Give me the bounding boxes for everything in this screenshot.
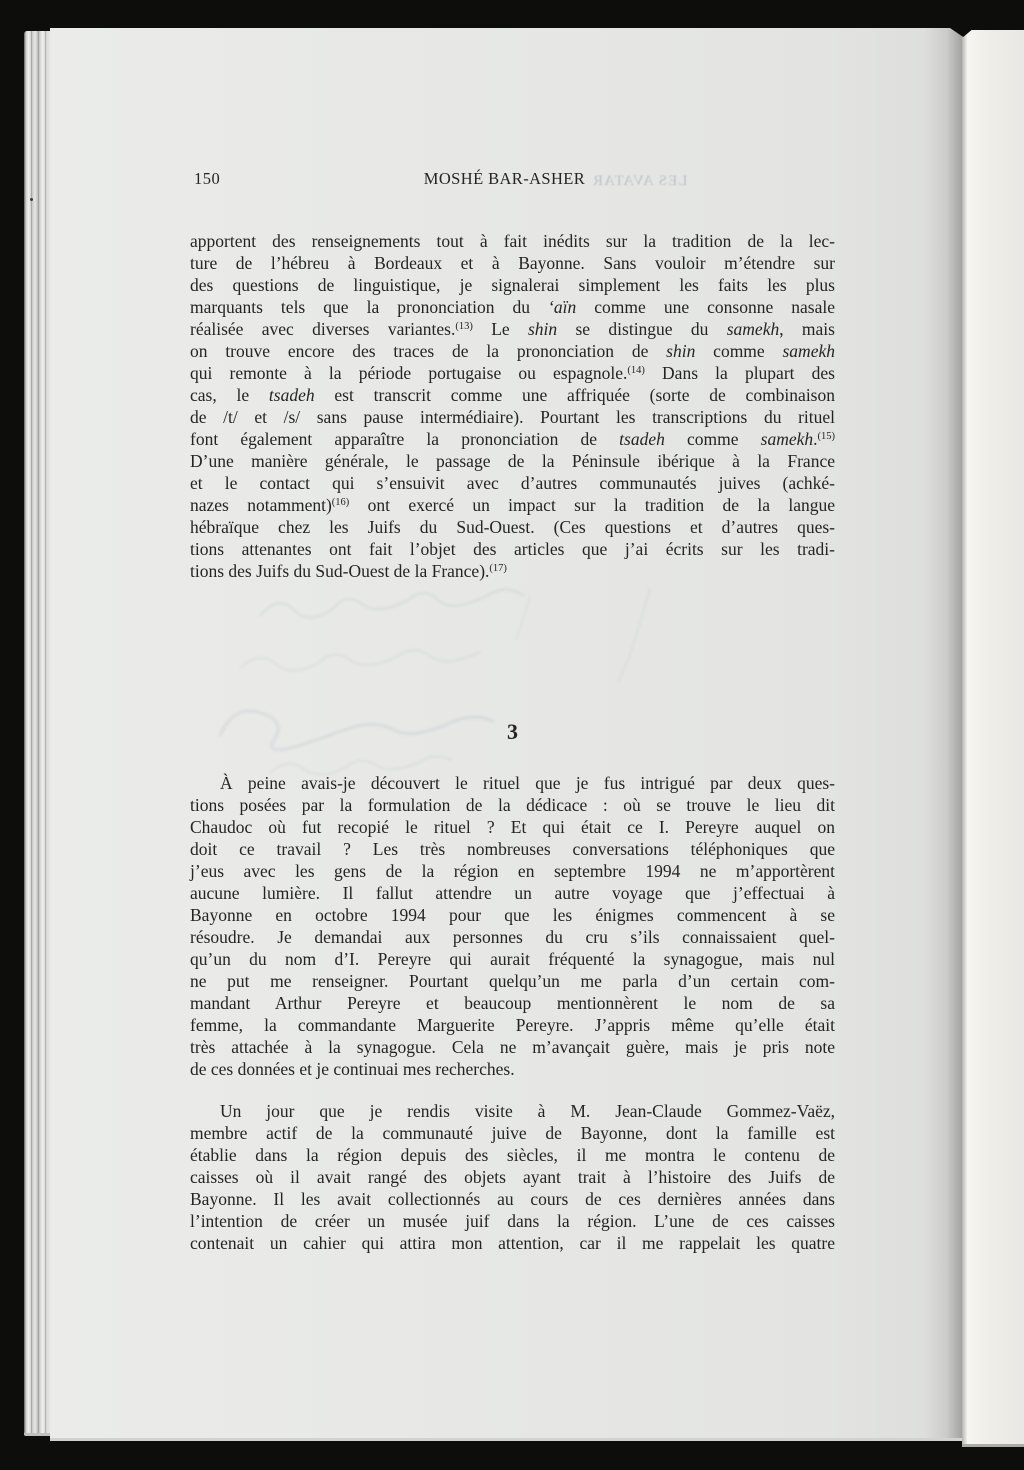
text-segment: samekh (760, 429, 814, 449)
text-segment: comme (664, 429, 761, 449)
text-line (190, 992, 835, 1014)
text-segment: ‘aïn (548, 297, 577, 317)
text-segment: Bayonne en octobre 1994 pour que les énigmes commencent à se (190, 905, 835, 925)
text-segment: qui remonte à la période portugaise ou espagnole. (190, 363, 628, 383)
text-line (190, 230, 835, 252)
text-line (190, 406, 835, 428)
dust-speck (30, 198, 33, 201)
text-line (190, 904, 835, 926)
text-segment: font également apparaître la prononciation de (190, 429, 620, 449)
text-segment: . (813, 429, 818, 449)
footnote-marker: (17) (489, 563, 507, 574)
text-segment: résoudre. Je demandai aux personnes du cru s’ils connaissaient quel- (190, 927, 835, 947)
text-segment: qu’un du nom d’I. Pereyre qui aurait fréquenté la synagogue, mais nul (190, 949, 835, 969)
text-line (190, 1232, 835, 1254)
text-segment: de /t/ et /s/ sans pause intermédiaire). Pourtant les transcriptions du rituel (190, 407, 835, 427)
text-line (190, 970, 835, 992)
footnote-marker: (14) (627, 365, 645, 376)
text-segment: et le contact qui s’ensuivit avec d’autres communautés juives (achké- (190, 473, 835, 493)
text-segment: comme (695, 341, 783, 361)
facing-page-sliver (962, 30, 1024, 1444)
text-segment: tsadeh (268, 385, 315, 405)
text-segment: est transcrit comme une affriquée (sorte de combinaison (314, 385, 835, 405)
text-segment: de ces données et je continuai mes recherches. (190, 1059, 515, 1079)
text-line (190, 1014, 835, 1036)
text-segment: établie dans la région depuis des siècles, il me montra le contenu de (190, 1145, 835, 1165)
text-line (190, 1188, 835, 1210)
text-segment: ne put me renseigner. Pourtant quelqu’un me parla d’un certain com- (190, 971, 835, 991)
footnote-marker: (15) (817, 431, 836, 442)
text-line (190, 1100, 835, 1122)
text-line (190, 816, 835, 838)
text-line (190, 948, 835, 970)
text-line (190, 450, 835, 472)
text-segment: shin (527, 319, 558, 339)
text-segment: Bayonne. Il les avait collectionnés au cours de ces dernières années dans (190, 1189, 835, 1209)
text-segment: des questions de linguistique, je signalerai simplement les faits les plus (190, 275, 835, 295)
text-segment: ture de l’hébreu à Bordeaux et à Bayonne. Sans vouloir m’étendre sur (190, 253, 835, 273)
text-segment: comme une consonne nasale (576, 297, 835, 317)
text-line (190, 274, 835, 296)
text-segment: hébraïque chez les Juifs du Sud-Ouest. (Ces questions et d’autres ques- (190, 517, 835, 537)
text-segment: contenait un cahier qui attira mon attention, car il me rappelait les quatre (190, 1233, 835, 1253)
text-line (190, 1144, 835, 1166)
text-segment: l’intention de créer un musée juif dans la région. L’une de ces caisses (190, 1211, 835, 1231)
text-segment: , mais (779, 319, 835, 339)
text-segment: Chaudoc où fut recopié le rituel ? Et qui était ce I. Pereyre auquel on (190, 817, 835, 837)
text-line (190, 362, 835, 384)
text-segment: shin (666, 341, 696, 361)
text-segment: mandant Arthur Pereyre et beaucoup mentionnèrent le nom de sa (190, 993, 835, 1013)
text-segment: réalisée avec diverses variantes. (190, 319, 456, 339)
text-line (190, 516, 835, 538)
text-line (190, 1210, 835, 1232)
text-line (190, 384, 835, 406)
text-segment: Un jour que je rendis visite à M. Jean-Claude Gommez-Vaëz, (220, 1101, 835, 1121)
text-line (190, 472, 835, 494)
ghost-running-head-showthrough: LES AVATAR (592, 173, 688, 189)
section-number-heading: 3 (507, 719, 518, 744)
text-line (190, 318, 835, 340)
text-segment: femme, la commandante Marguerite Pereyre. J’appris même qu’elle était (190, 1015, 835, 1035)
text-line (190, 252, 835, 274)
text-segment: samekh (782, 341, 835, 361)
gutter-shadow (924, 28, 962, 1438)
text-segment: on trouve encore des traces de la prononciation de (190, 341, 667, 361)
text-column (190, 168, 835, 1254)
left-page (50, 28, 962, 1438)
text-line (190, 1166, 835, 1188)
text-segment: tsadeh (619, 429, 665, 449)
text-segment: samekh (726, 319, 780, 339)
text-segment: Le (472, 319, 528, 339)
text-segment: Dans la plupart des (644, 363, 835, 383)
text-segment: tions attenantes ont fait l’objet des articles que j’ai écrits sur les tradi- (190, 539, 835, 559)
text-line (190, 926, 835, 948)
paragraph-3 (190, 1100, 835, 1254)
text-line (190, 296, 835, 318)
text-segment: se distingue du (557, 319, 727, 339)
text-segment: À peine avais-je découvert le rituel que je fus intrigué par deux ques- (220, 773, 835, 793)
text-line (190, 772, 835, 794)
text-segment: tions des Juifs du Sud-Ouest de la France). (190, 561, 490, 581)
text-segment: doit ce travail ? Les très nombreuses conversations téléphoniques que (190, 839, 835, 859)
text-line (190, 538, 835, 560)
text-segment: aucune lumière. Il fallut attendre un autre voyage que j’effectuai à (190, 883, 835, 903)
text-segment: D’une manière générale, le passage de la Péninsule ibérique à la France (190, 451, 835, 471)
page-edge-stack (24, 31, 50, 1433)
page-number: 150 (194, 169, 221, 188)
text-line (190, 860, 835, 882)
text-line (190, 340, 835, 362)
text-segment: marquants tels que la prononciation du (190, 297, 549, 317)
text-line (190, 1058, 835, 1080)
paragraph-2 (190, 772, 835, 1080)
text-line (190, 1122, 835, 1144)
text-line (190, 794, 835, 816)
text-segment: membre actif de la communauté juive de Bayonne, dont la famille est (190, 1123, 835, 1143)
running-head: MOSHÉ BAR-ASHER (423, 169, 586, 188)
text-segment: tions posées par la formulation de la dédicace : où se trouve le lieu dit (190, 795, 835, 815)
footnote-marker: (13) (455, 321, 473, 332)
text-segment: ont exercé un impact sur la tradition de la langue (349, 495, 835, 515)
paragraph-1 (190, 230, 835, 582)
page-header (190, 168, 835, 190)
text-segment: très attachée à la synagogue. Cela ne m’avançait guère, mais je pris note (190, 1037, 835, 1057)
text-line (190, 882, 835, 904)
text-line (190, 1036, 835, 1058)
text-segment: apportent des renseignements tout à fait inédits sur la tradition de la lec- (190, 231, 835, 251)
text-line (190, 428, 835, 450)
text-line (190, 560, 835, 582)
text-line (190, 838, 835, 860)
text-line (190, 494, 835, 516)
footnote-marker: (16) (331, 497, 350, 508)
text-segment: caisses où il avait rangé des objets ayant trait à l’histoire des Juifs de (190, 1167, 835, 1187)
text-segment: j’eus avec les gens de la région en septembre 1994 ne m’apportèrent (190, 861, 835, 881)
text-segment: nazes notamment) (190, 495, 332, 515)
text-segment: cas, le (190, 385, 269, 405)
